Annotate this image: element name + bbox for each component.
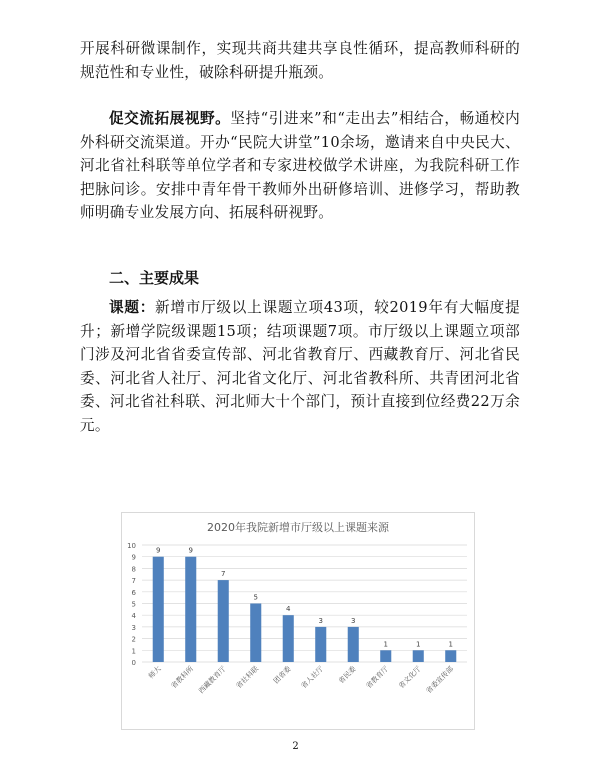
y-tick-label: 4 xyxy=(131,612,136,621)
y-tick-label: 8 xyxy=(131,565,136,574)
data-label: 7 xyxy=(221,570,226,579)
y-tick-label: 1 xyxy=(131,647,136,656)
x-tick-label: 师大 xyxy=(147,664,163,681)
y-tick-label: 0 xyxy=(131,659,136,667)
x-tick-label: 省教育厅 xyxy=(364,664,391,691)
data-label: 3 xyxy=(351,616,356,625)
paragraph-2-body: 坚持“引进来”和“走出去”相结合，畅通校内外科研交流渠道。开办“民院大讲堂”10余场，邀请来自中央民大、河北省社科联等单位学者和专家进校做学术讲座，为我院科研工作把脉问诊。安排中青年骨干教师外出研修培训、进修学习，帮助教师明确专业发展方向、拓展科研视野。 xyxy=(80,110,520,221)
bar xyxy=(348,627,359,662)
bar xyxy=(315,627,326,662)
y-tick-label: 9 xyxy=(131,553,136,562)
paragraph-3 xyxy=(80,296,520,437)
x-tick-label: 西藏教育厅 xyxy=(197,664,228,696)
x-tick-label: 省文化厅 xyxy=(397,664,423,691)
x-tick-label: 省教科所 xyxy=(169,664,196,691)
x-tick-label: 省委宣传部 xyxy=(424,664,456,696)
section-heading: 二、主要成果 xyxy=(109,269,200,287)
paragraph-1: 开展科研微课制作，实现共商共建共享良性循环，提高教师科研的规范性和专业性，破除科研提升瓶颈。 xyxy=(80,40,520,81)
page-number: 2 xyxy=(292,741,299,752)
data-label: 9 xyxy=(188,546,193,555)
x-tick-label: 省人社厅 xyxy=(299,664,326,691)
bar-chart xyxy=(121,512,475,730)
bar xyxy=(413,650,424,662)
data-label: 1 xyxy=(383,640,388,649)
y-tick-label: 5 xyxy=(131,600,136,609)
chart-title: 2020年我院新增市厅级以上课题来源 xyxy=(207,521,389,534)
chart-svg xyxy=(122,513,474,729)
bar xyxy=(218,580,229,662)
x-tick-label: 团省委 xyxy=(272,664,293,686)
paragraph-3-lead: 课题： xyxy=(109,299,156,316)
data-label: 1 xyxy=(416,640,421,649)
bar xyxy=(153,557,164,662)
bar xyxy=(380,650,391,662)
paragraph-2-lead: 促交流拓展视野。 xyxy=(109,110,231,127)
y-tick-label: 7 xyxy=(131,577,136,586)
data-label: 1 xyxy=(448,640,453,649)
bar xyxy=(283,615,294,662)
data-label: 4 xyxy=(286,605,291,614)
x-tick-label: 省社科联 xyxy=(234,664,261,691)
data-label: 5 xyxy=(253,593,258,602)
y-tick-label: 6 xyxy=(131,588,136,597)
x-tick-label: 省民委 xyxy=(337,664,358,686)
bar xyxy=(185,557,196,662)
bar xyxy=(445,650,456,662)
bar xyxy=(250,604,261,663)
y-tick-label: 3 xyxy=(131,623,136,632)
data-label: 9 xyxy=(156,546,161,555)
paragraph-2 xyxy=(80,107,520,225)
data-label: 3 xyxy=(318,616,323,625)
y-tick-label: 2 xyxy=(131,635,136,644)
y-tick-label: 10 xyxy=(127,542,136,550)
paragraph-3-body: 新增市厅级以上课题立项43项，较2019年有大幅度提升；新增学院级课题15项；结项课题7项。市厅级以上课题立项部门涉及河北省省委宣传部、河北省教育厅、西藏教育厅、河北省民委、河北省人社厅、河北省文化厅、河北省教科所、共青团河北省委、河北省社科联、河北师大十个部门，预计直接到位经费22万余元。 xyxy=(80,299,520,434)
